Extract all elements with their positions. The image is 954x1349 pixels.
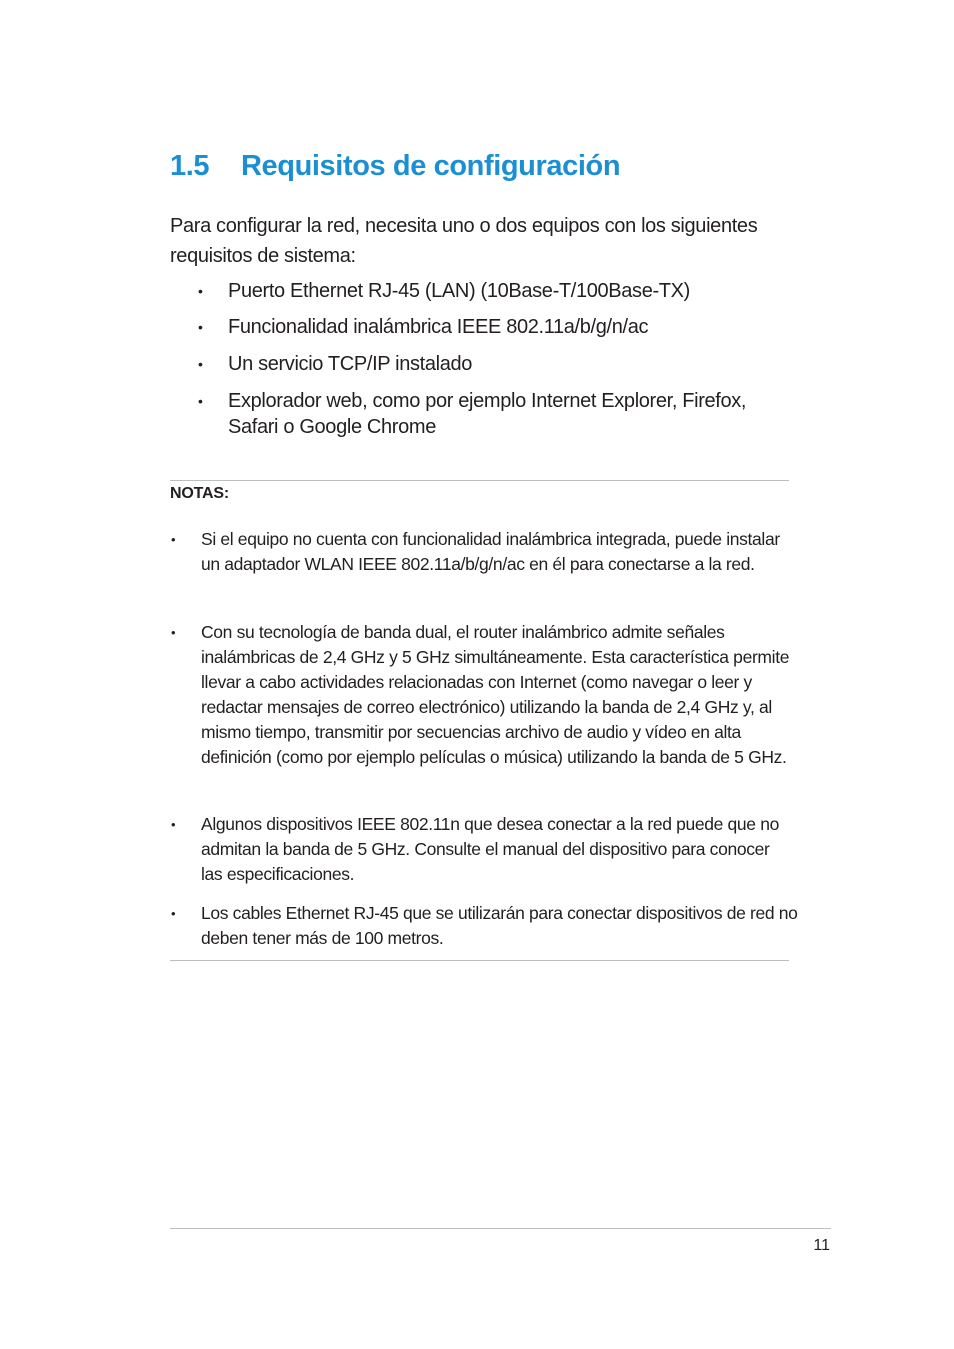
note-item (171, 812, 781, 887)
bullet-icon: • (198, 356, 203, 372)
note-text: Algunos dispositivos IEEE 802.11n que desea conectar a la red puede que no admitan la banda de 5 GHz. Consulte el manual del dispositivo para conocer las especificaciones. (201, 814, 779, 884)
requirement-text: Puerto Ethernet RJ-45 (LAN) (10Base-T/100Base-TX) (228, 280, 690, 302)
note-item (171, 901, 801, 951)
bullet-icon: • (171, 906, 176, 921)
bullet-icon: • (171, 532, 176, 547)
bullet-icon: • (198, 319, 203, 335)
notes-title: NOTAS: (170, 485, 229, 502)
bullet-icon: • (198, 393, 203, 409)
requirement-text: Explorador web, como por ejemplo Internet Explorer, Firefox, Safari o Google Chrome (228, 390, 747, 438)
requirement-item (198, 351, 788, 377)
bullet-icon: • (171, 625, 176, 640)
bullet-icon: • (171, 817, 176, 832)
section-title: Requisitos de configuración (241, 150, 621, 182)
page-number: 11 (813, 1237, 830, 1254)
intro-paragraph: Para configurar la red, necesita uno o dos equipos con los siguientes requisitos de sistema: (170, 215, 758, 267)
footer-divider (170, 1228, 831, 1229)
requirement-text: Un servicio TCP/IP instalado (228, 353, 473, 375)
notes-bottom-divider (170, 960, 789, 961)
requirement-item (198, 388, 748, 440)
note-text: Los cables Ethernet RJ-45 que se utilizarán para conectar dispositivos de red no deben tener más de 100 metros. (201, 903, 798, 948)
bullet-icon: • (198, 283, 203, 299)
requirement-item (198, 278, 788, 304)
requirement-text: Funcionalidad inalámbrica IEEE 802.11a/b/g/n/ac (228, 316, 649, 338)
notes-top-divider (170, 480, 789, 481)
note-item (171, 527, 791, 577)
note-item (171, 620, 796, 770)
section-heading (170, 150, 620, 183)
note-text: Si el equipo no cuenta con funcionalidad inalámbrica integrada, puede instalar un adaptador WLAN IEEE 802.11a/b/g/n/ac en él para conectarse a la red. (201, 529, 780, 574)
requirement-item (198, 314, 788, 340)
section-number: 1.5 (170, 150, 210, 182)
note-text: Con su tecnología de banda dual, el router inalámbrico admite señales inalámbricas de 2,4 GHz y 5 GHz simultáneamente. Esta característica permite llevar a cabo actividades relacionadas con Internet (como navegar o leer y redactar mensajes de correo electrónico) utilizando la banda de 2,4 GHz y, al mismo tiempo, transmitir por secuencias archivo de audio y vídeo en alta definición (como por ejemplo películas o música) utilizando la banda de 5 GHz. (201, 622, 790, 767)
